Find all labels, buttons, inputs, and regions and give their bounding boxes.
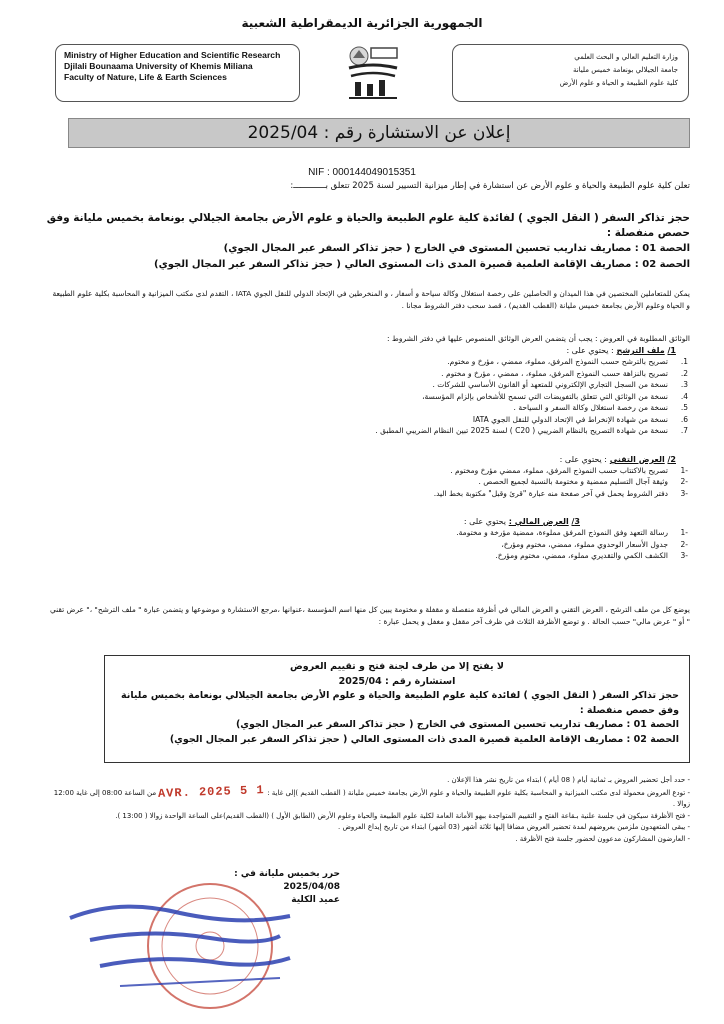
- item-number: -3: [680, 488, 688, 498]
- item-number: 2.: [680, 368, 688, 378]
- deadline-date-stamp: 1 5 AVR. 2025: [158, 782, 266, 801]
- financial-list: [60, 527, 690, 562]
- lot-text: مصاريف تداريب تحسين المستوى في الخارج ( حجز تذاكر السفر عبر المجال الجوي): [223, 243, 632, 254]
- lot-label: الحصة 02 :: [634, 259, 690, 270]
- bullet-item: [50, 782, 690, 811]
- candidature-heading: [60, 346, 676, 355]
- technical-heading: [60, 455, 676, 464]
- university-logo-icon: [345, 44, 401, 102]
- item-number: 4.: [680, 391, 688, 401]
- bullet-item: - العارضون المشاركون مدعوون لحضور جلسة فتح الأظرفة .: [515, 834, 690, 843]
- ministry-line-ar: وزارة التعليم العالي و البحث العلمي: [574, 53, 678, 61]
- deadline-bullets: [50, 775, 690, 845]
- technical-num: 2/: [667, 454, 676, 464]
- financial-heading: [60, 517, 580, 526]
- lot-text: مصاريف الإقامة العلمية قصيرة المدى ذات المستوى العالي ( حجز تذاكر السفر عبر المجال الجوي): [169, 733, 624, 745]
- list-item: [60, 550, 688, 562]
- technical-list: [60, 465, 690, 500]
- item-text: تصريح بالترشح حسب النموذج المرفق، مملوء، ممضي ، مؤرخ و مختوم.: [447, 357, 668, 366]
- item-text: نسخة من الوثائق التي تتعلق بالتفويضات التي تسمح للأشخاص بإلزام المؤسسة،: [422, 391, 668, 401]
- docs-intro-text: الوثائق المطلوبة في العروض : يجب أن يتضمن العرض الوثائق المنصوص عليها في دفتر الشروط :: [387, 334, 690, 343]
- list-item: [60, 368, 688, 380]
- candidature-num: 1/: [667, 346, 676, 355]
- bullet-item: - فتح الأظرفة سيكون في جلسة علنية بـقاعة الفتح و التقييم المتواجدة ببهو الأمانة العامة لكلية علوم الطبيعة والحياة وعلوم الأرض (الطابق الأول ) (القطب القديم)على الساعة الواحدة زوالا ( 13:00 ).: [115, 811, 690, 820]
- financial-num: 3/: [571, 517, 580, 526]
- item-text: تصريح بالاكتتاب حسب النموذج المرفق، مملوء، ممضي مؤرخ ومختوم .: [450, 465, 668, 475]
- bullet-item: - حدد أجل تحضير العروض بـ ثمانية أيام ( 08 أيام ) ابتداء من تاريخ نشر هذا الإعلان .: [447, 776, 690, 784]
- item-text: تصريح بالنزاهة حسب النموذج المرفق، مملوء، ، ممضي ، مؤرخ و مختوم .: [441, 368, 668, 378]
- envelope-notice-box: [104, 655, 690, 763]
- lot-label: الحصة 02 :: [626, 733, 679, 745]
- item-number: -2: [680, 477, 688, 486]
- lot-text: مصاريف الإقامة العلمية قصيرة المدى ذات المستوى العالي ( حجز تذاكر السفر عبر المجال الجوي): [154, 259, 632, 270]
- lots-list: [40, 241, 690, 273]
- item-text: نسخة من رخصة استغلال وكالة السفر و السياحة .: [513, 403, 668, 412]
- technical-suffix: : يحتوي على :: [559, 454, 607, 464]
- item-text: جدول الأسعار الوحدوي مملوء، ممضي، مختوم ومؤرخ،: [501, 539, 668, 549]
- list-item: [60, 402, 688, 414]
- list-item: [60, 539, 688, 551]
- faculty-line-ar: كلية علوم الطبيعة و الحياة و علوم الأرض: [559, 79, 678, 87]
- candidature-suffix: : يحتوي على :: [566, 346, 614, 355]
- intro-text: تعلن كلية علوم الطبيعة والحياة و علوم الأرض عن استشارة في إطار ميزانية التسيير لسنة 2025 تتعلق بـــــــــــــ:: [290, 181, 690, 191]
- ministry-line-en: Ministry of Higher Education and Scientific Research: [64, 50, 281, 60]
- item-number: 6.: [680, 414, 688, 424]
- item-text: نسخة من شهادة التصريح بالنظام الضريبي ( C20 ) لسنة 2025 تبين النظام الضريبي المطبق .: [375, 426, 668, 435]
- item-number: 5.: [680, 403, 688, 412]
- item-text: نسخة من السجل التجاري الإلكتروني للمتعهد أو القانون الأساسي للشركات .: [432, 380, 668, 389]
- signoff-role: عميد الكلية: [291, 895, 340, 905]
- notice-lot: [115, 718, 679, 733]
- item-text: الكشف الكمي والتقديري مملوء، ممضي، مختوم ومؤرخ.: [495, 551, 668, 560]
- financial-suffix: يحتوي على :: [463, 517, 506, 526]
- notice-line: وفق حصص منفصلة :: [579, 704, 679, 716]
- signoff-block: [180, 868, 340, 907]
- list-item: [60, 425, 688, 437]
- bullet-text: - تودع العروض محمولة لدى مكتب الميزانية و المحاسبة بكلية علوم الطبيعة والحياة و علوم الأرض بجامعة خميس مليانة ( القطب القديم )إلى غاية :: [267, 788, 690, 797]
- consultation-subject: [40, 211, 690, 273]
- notice-lot: [115, 733, 679, 748]
- header-box-english: [55, 44, 300, 102]
- item-number: 7.: [680, 426, 688, 435]
- required-documents: [60, 334, 690, 562]
- item-number: -3: [680, 551, 688, 560]
- subject-text: حجز تذاكر السفر ( النقل الجوي ) لفائدة كلية علوم الطبيعة والحياة و علوم الأرض بجامعة الجيلالي بونعامة بخميس مليانة وفق حصص منفصلة :: [46, 212, 690, 239]
- list-item: [60, 379, 688, 391]
- notice-line: حجز تذاكر السفر ( النقل الجوي ) لفائدة كلية علوم الطبيعة والحياة و علوم الأرض بجامعة الجيلالي بونعامة بخميس مليانة: [121, 690, 679, 701]
- eligibility-paragraph: يمكن للمتعاملين المختصين في هذا الميدان و الحاصلين على رخصة استغلال وكالة سياحة و أسفار ، و المنخرطين في الإتحاد الدولي للنقل الجوي IATA ، التقدم لدى مكتب الميزانية و المحاسبة بكلية علوم الطبيعة و الحياة وعلوم الأرض بجامعة خميس مليانة (القطب القديم) ، قصد سحب دفتر الشروط مجانا .: [52, 289, 690, 310]
- item-text: وثيقة آجال التسليم ممضية و مختومة بالنسبة لجميع الحصص .: [478, 477, 668, 486]
- university-line-en: Djilali Bounaama University of Khemis Miliana: [64, 61, 253, 71]
- item-number: -1: [680, 528, 688, 537]
- item-number: -2: [680, 539, 688, 549]
- list-item: [60, 527, 688, 539]
- list-item: [60, 391, 688, 403]
- bullet-text: من الساعة 08:00 إلى غاية 12:00 زوالا .: [53, 788, 690, 808]
- item-number: -1: [680, 465, 688, 475]
- item-text: دفتر الشروط يحمل في آخر صفحة منه عبارة "قرئ وقبل" مكتوبة بخط اليد.: [433, 488, 668, 498]
- candidature-title: ملف الترشح: [616, 346, 665, 355]
- announcement-title: إعلان عن الاستشارة رقم : 2025/04: [68, 118, 690, 148]
- lot-item: [40, 241, 690, 257]
- bullet-item: - يبقى المتعهدون ملزمين بعروضهم لمدة تحضير العروض مضافا إليها ثلاثة أشهر (03 أشهر) ابتداء من تاريخ إيداع العروض .: [338, 823, 690, 831]
- list-item: [60, 414, 688, 426]
- list-item: [60, 488, 688, 500]
- university-line-ar: جامعة الجيلالي بونعامة خميس مليانة: [572, 66, 678, 74]
- envelope-instructions: يوضع كل من ملف الترشح ، العرض التقني و العرض المالي في أظرفة منفصلة و مقفلة و مختومة يبين كل منها اسم المؤسسة ،عنوانها ،مرجع الاستشارة و موضوعها و يتضمن عبارة " ملف الترشح" ،" عرض تقني " أو " عرض مالي" حسب الحالة . و توضع الأظرفة الثلاث في ظرف آخر مقفل و مغفل و يحمل عبارة :: [49, 605, 690, 626]
- item-text: رسالة التعهد وفق النموذج المرفق مملوءة، ممضية مؤرخة و مختومة.: [456, 528, 668, 537]
- lot-label: الحصة 01 :: [626, 719, 679, 730]
- list-item: [60, 465, 688, 477]
- signoff-place-date: حرر بخميس مليانة في : 2025/04/08: [234, 869, 340, 892]
- item-number: 3.: [680, 380, 688, 389]
- header-box-arabic: [452, 44, 689, 102]
- lot-label: الحصة 01 :: [634, 243, 690, 254]
- technical-title: العرض التقني: [609, 454, 665, 464]
- candidature-list: [60, 356, 690, 437]
- nif-number: NIF : 000144049015351: [308, 167, 416, 178]
- list-item: [60, 356, 688, 368]
- notice-line: لا يفتح إلا من طرف لجنة فتح و تقييم العروض: [290, 661, 504, 672]
- item-text: نسخة من شهادة الإنخراط في الإتحاد الدولي للنقل الجوي IATA: [472, 414, 668, 424]
- notice-line: استشارة رقم : 2025/04: [338, 675, 456, 687]
- faculty-line-en: Faculty of Nature, Life & Earth Sciences: [64, 72, 227, 82]
- lot-item: [40, 257, 690, 273]
- item-number: 1.: [680, 357, 688, 366]
- republic-heading: الجمهورية الجزائرية الديمقراطية الشعبية: [241, 16, 483, 30]
- lot-text: مصاريف تداريب تحسين المستوى في الخارج ( حجز تذاكر السفر عبر المجال الجوي): [235, 719, 624, 730]
- financial-title: العرض المالي :: [508, 517, 569, 526]
- list-item: [60, 476, 688, 488]
